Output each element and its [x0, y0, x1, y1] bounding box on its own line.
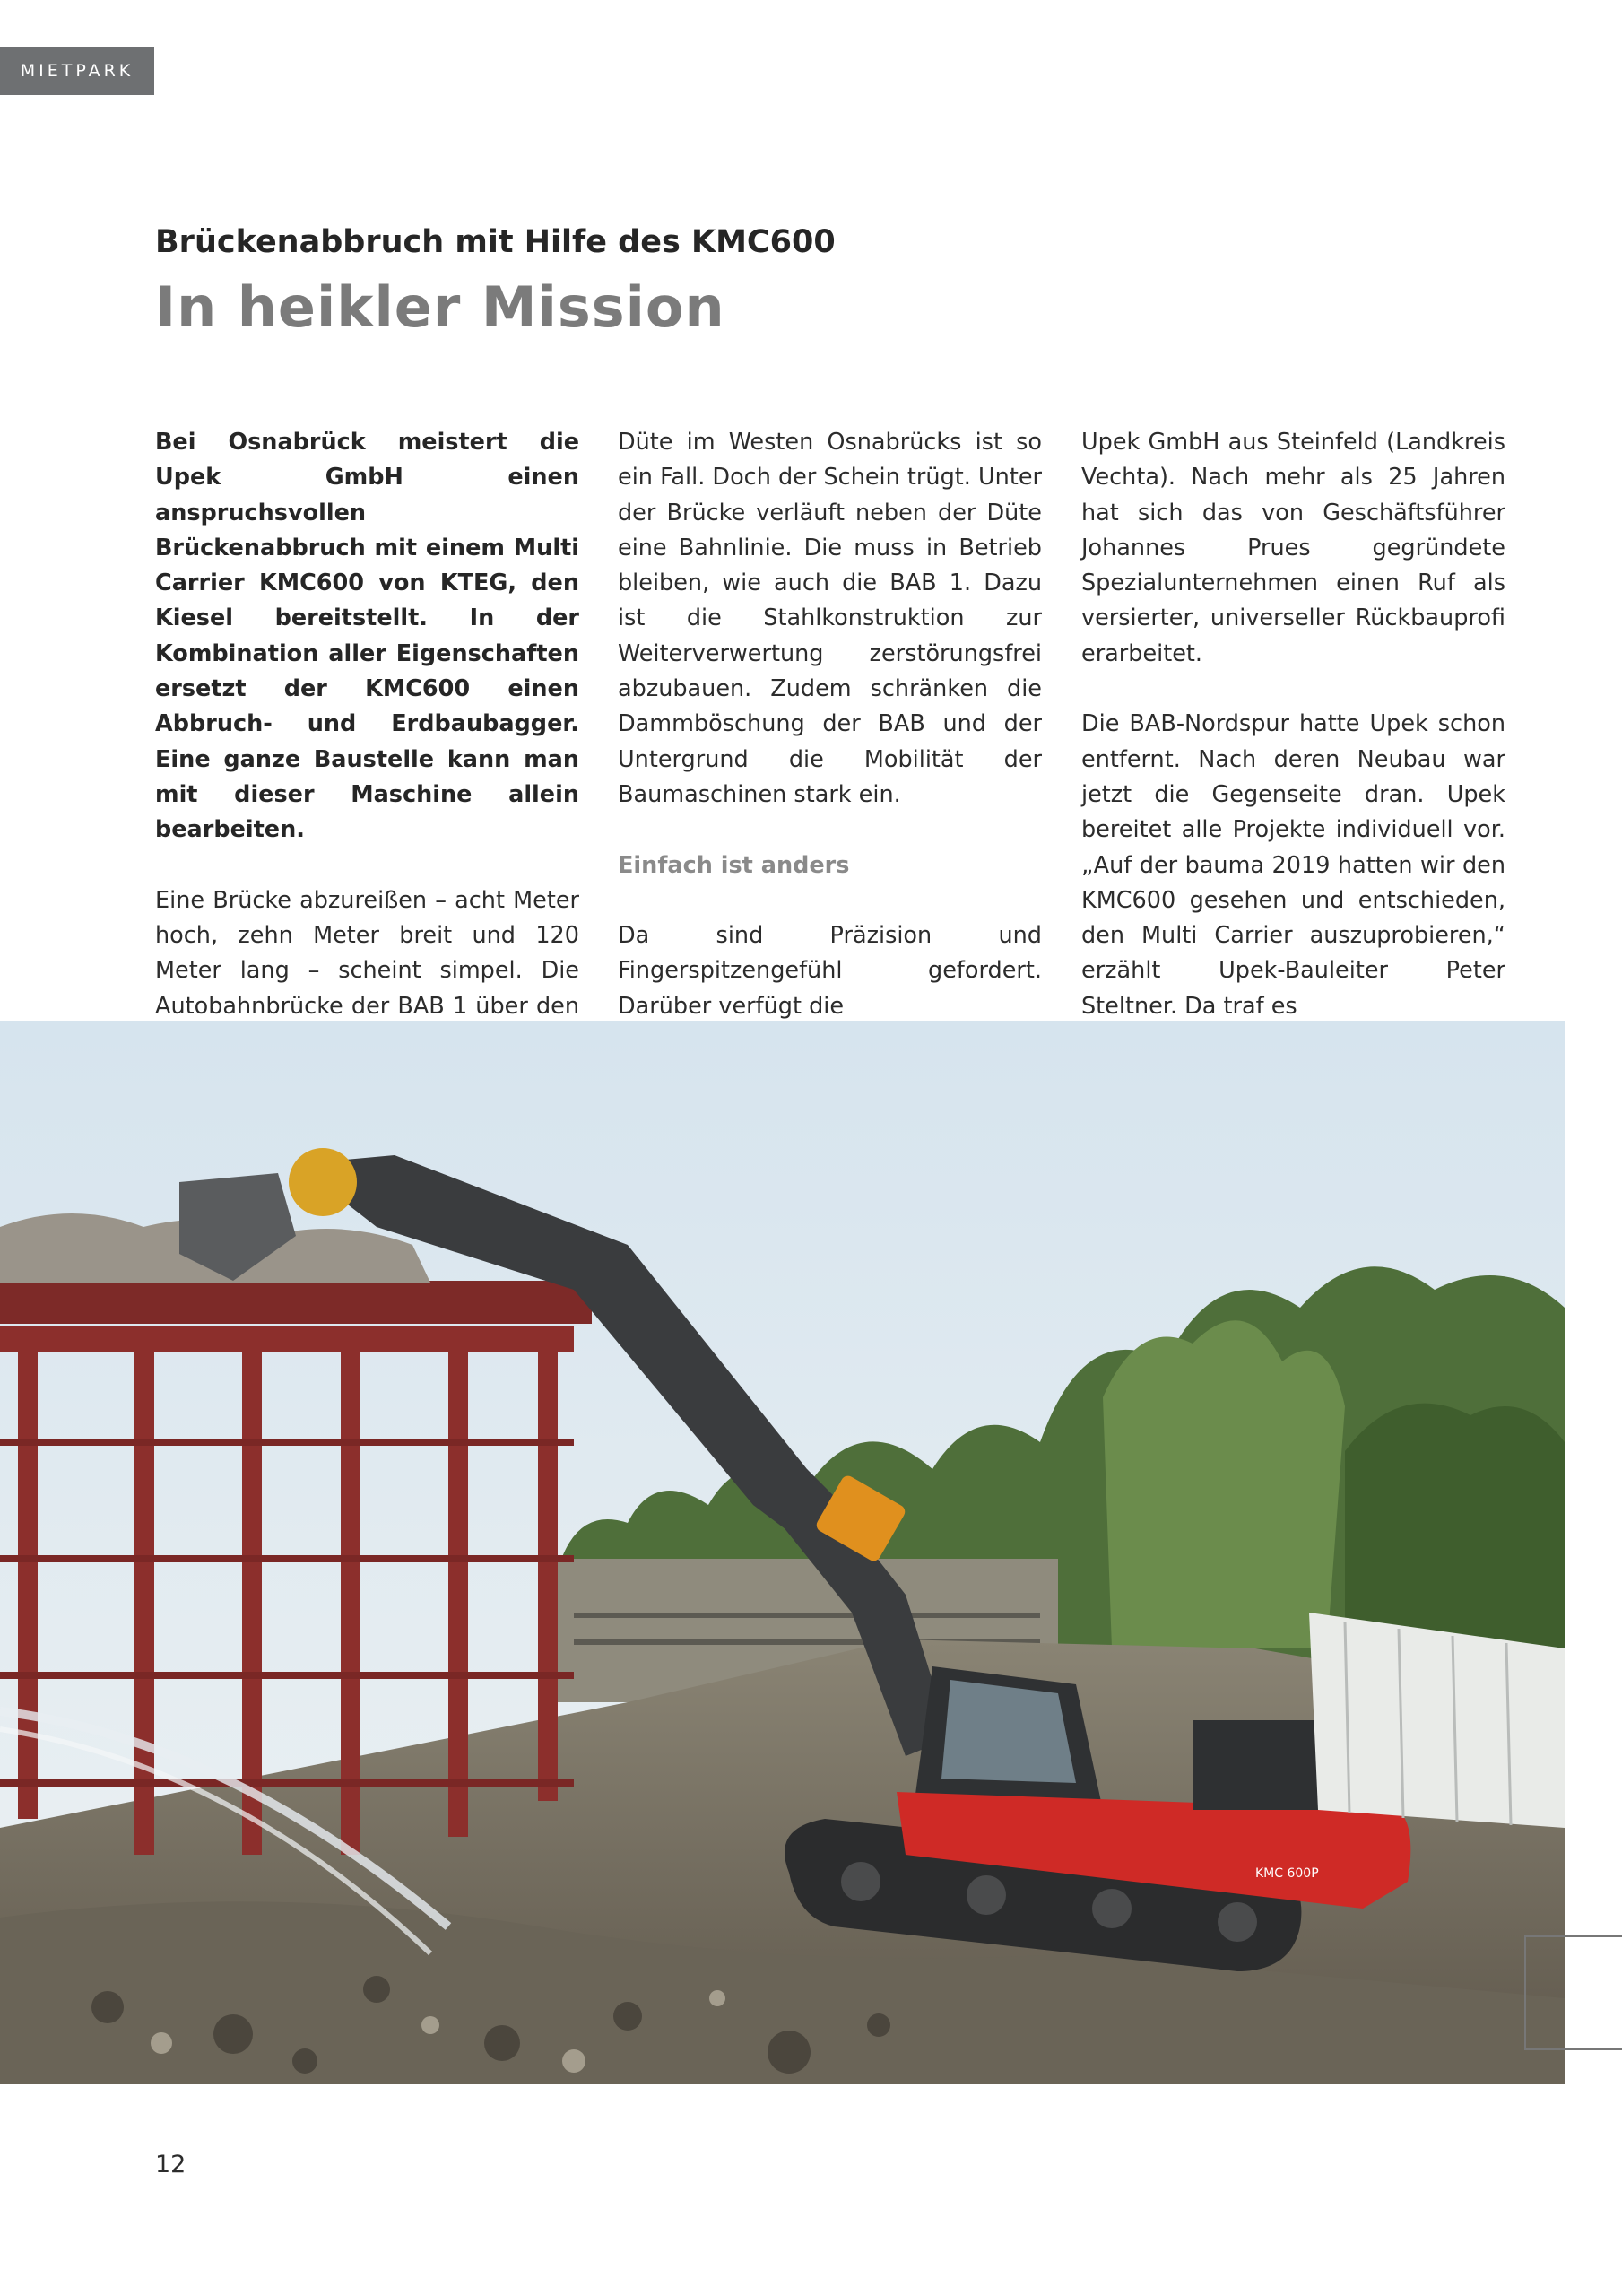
article-headline: In heikler Mission: [155, 274, 725, 340]
body-paragraph: Düte im Westen Osnabrücks ist so ein Fall. Doch der Schein trügt. Unter der Brücke verläuft neben der Düte eine Bahnlinie. Die muss in Betrieb bleiben, wie auch die BAB 1. Dazu ist die Stahlkonstruktion zur Weiterverwertung zerstörungsfrei abzubauen. Zudem schränken die Dammböschung der BAB und der Untergrund die Mobilität der Baumaschinen stark ein.: [618, 429, 1042, 808]
text-column-3: [1081, 425, 1505, 1024]
section-subheading: Einfach ist anders: [618, 851, 850, 879]
text-column-1: [155, 425, 579, 1059]
body-paragraph: Eine Brücke abzureißen – acht Meter hoch, zehn Meter breit und 120 Meter lang – scheint simpel. Die Autobahnbrücke der BAB 1 über den: [155, 886, 579, 1020]
body-paragraph: Upek GmbH aus Steinfeld (Landkreis Vechta). Nach mehr als 25 Jahren hat sich das von Geschäftsführer Johannes Prues gegründete Spezialunternehmen einen Ruf als versierter, universeller Rückbauprofi erarbeitet.: [1081, 429, 1505, 667]
body-paragraph: Da sind Präzision und Fingerspitzengefühl gefordert. Darüber verfügt die: [618, 922, 1042, 1020]
page-number: 12: [155, 2151, 186, 2179]
section-tag: MIETPARK: [0, 47, 154, 95]
lead-paragraph: Bei Osnabrück meistert die Upek GmbH einen anspruchsvollen Brückenabbruch mit einem Multi Carrier KMC600 von KTEG, den Kiesel bereitstellt. In der Kombination aller Eigenschaften ersetzt der KMC600 einen Abbruch- und Erdbaubagger. Eine ganze Baustelle kann man mit dieser Maschine allein bearbeiten.: [155, 429, 579, 844]
article-photo: [0, 1021, 1565, 2084]
decorative-lines: [1524, 1935, 1622, 2050]
text-column-2: [618, 425, 1042, 1024]
article-kicker: Brückenabbruch mit Hilfe des KMC600: [155, 224, 836, 260]
body-paragraph: Die BAB-Nordspur hatte Upek schon entfernt. Nach deren Neubau war jetzt die Gegenseite dran. Upek bereitet alle Projekte individuell vor. „Auf der bauma 2019 hatten wir den KMC600 gesehen und entschieden, den Multi Carrier auszuprobieren,“ erzählt Upek-Bauleiter Peter Steltner. Da traf es: [1081, 710, 1505, 1020]
machine-label: KMC 600P: [1255, 1866, 1319, 1881]
